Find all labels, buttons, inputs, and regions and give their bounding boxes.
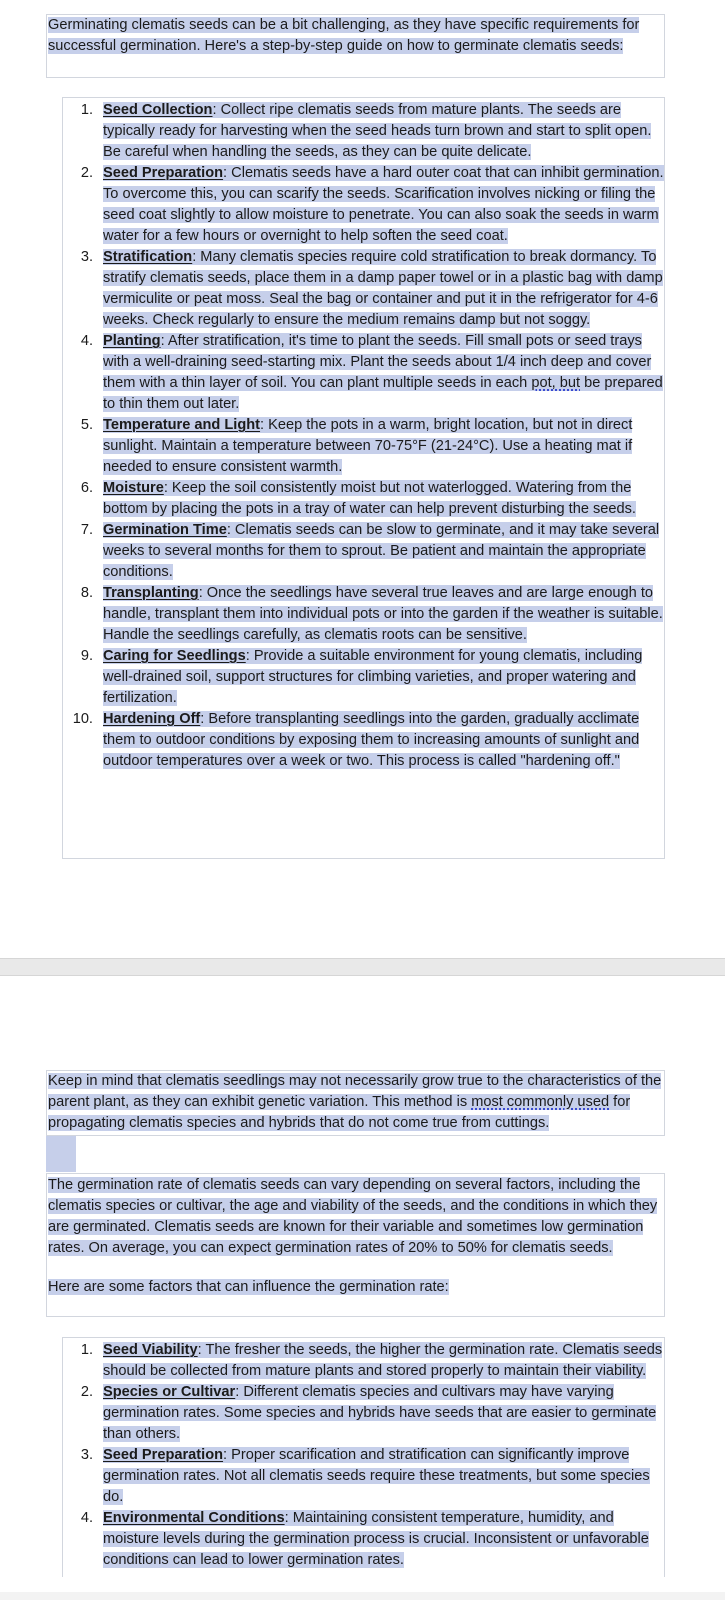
factor-text: : The fresher the seeds, the higher the germination rate. Clematis seeds should be collected from mature plants and stored properly to maintain their viability. [103, 1342, 663, 1379]
step-text: be prepared to thin them out later. [103, 375, 663, 412]
steps-list-box[interactable] [62, 97, 665, 859]
list-item[interactable] [71, 331, 664, 415]
list-item[interactable] [71, 709, 664, 772]
list-number: 7. [80, 522, 93, 538]
list-number: 10. [72, 711, 93, 727]
step-term: Germination Time [103, 522, 227, 538]
list-number: 2. [80, 1384, 93, 1400]
list-item[interactable] [71, 247, 664, 331]
step-text: : Provide a suitable environment for young clematis, including well-drained soil, support structures for climbing varieties, and proper watering and fertilization. [103, 648, 643, 706]
keep-in-mind-box[interactable] [46, 1070, 665, 1136]
germination-steps-list [71, 100, 664, 772]
list-item[interactable] [71, 1445, 664, 1508]
window-bottom-edge [0, 1592, 725, 1600]
keep-in-mind-paragraph[interactable] [47, 1071, 664, 1134]
step-text: : Clematis seeds can be slow to germinate, and it may take several weeks to several months for them to sprout. Be patient and maintain the appropriate conditions. [103, 522, 660, 580]
page-break [0, 958, 725, 976]
keep-in-mind-text: for propagating clematis species and hybrids that do not come true from cuttings. [48, 1094, 631, 1131]
factor-term: Environmental Conditions [103, 1510, 285, 1526]
document-page-2 [0, 976, 725, 1600]
list-item[interactable] [71, 1382, 664, 1445]
list-number: 4. [80, 333, 93, 349]
list-item[interactable] [71, 478, 664, 520]
factors-list-box[interactable] [62, 1337, 665, 1577]
factors-intro-text: Here are some factors that can influence the germination rate: [48, 1279, 449, 1295]
list-item[interactable] [71, 520, 664, 583]
intro-text: Germinating clematis seeds can be a bit challenging, as they have specific requirements for successful germination. Here's a step-by-step guide on how to germinate clematis seeds: [48, 17, 640, 54]
list-number: 4. [80, 1510, 93, 1526]
list-number: 2. [80, 165, 93, 181]
rate-paragraph[interactable] [47, 1175, 664, 1259]
factor-text: : Different clematis species and cultivars may have varying germination rates. Some species and hybrids have seeds that are easier to germinate than others. [103, 1384, 657, 1442]
list-number: 9. [80, 648, 93, 664]
step-term: Hardening Off [103, 711, 201, 727]
list-number: 6. [80, 480, 93, 496]
factor-term: Seed Preparation [103, 1447, 224, 1463]
step-term: Transplanting [103, 585, 199, 601]
list-item[interactable] [71, 646, 664, 709]
list-item[interactable] [71, 1340, 664, 1382]
step-term: Seed Preparation [103, 165, 224, 181]
grammar-flag[interactable]: pot, but [531, 375, 581, 391]
step-text: : Collect ripe clematis seeds from mature plants. The seeds are typically ready for harvesting when the seed heads turn brown and start to split open. Be careful when handling the seeds, as they can be quite delicate. [103, 102, 652, 160]
grammar-flag[interactable]: most commonly used [471, 1094, 610, 1110]
list-number: 8. [80, 585, 93, 601]
list-item[interactable] [71, 1508, 664, 1571]
list-item[interactable] [71, 100, 664, 163]
list-number: 3. [80, 1447, 93, 1463]
factor-text: : Maintaining consistent temperature, humidity, and moisture levels during the germination process is crucial. Inconsistent or unfavorable conditions can lead to lower germination rates. [103, 1510, 649, 1568]
step-term: Seed Collection [103, 102, 213, 118]
step-text: : After stratification, it's time to plant the seeds. Fill small pots or seed trays with a well-draining seed-starting mix. Plant the seeds about 1/4 inch deep and cover them with a thin layer of soil. You can plant multiple seeds in each [103, 333, 652, 391]
list-item[interactable] [71, 415, 664, 478]
step-text: : Keep the pots in a warm, bright location, but not in direct sunlight. Maintain a temperature between 70-75°F (21-24°C). Use a heating mat if needed to ensure consistent warmth. [103, 417, 633, 475]
factor-term: Seed Viability [103, 1342, 198, 1358]
factor-term: Species or Cultivar [103, 1384, 236, 1400]
rate-text: The germination rate of clematis seeds can vary depending on several factors, including the clematis species or cultivar, the age and viability of the seeds, and the conditions in which they are germinated. Clematis seeds are known for their variable and sometimes low germination rates. On average, you can expect germination rates of 20% to 50% for clematis seeds. [48, 1177, 658, 1256]
step-term: Temperature and Light [103, 417, 261, 433]
step-text: : Once the seedlings have several true leaves and are large enough to handle, transplant them into individual pots or into the garden if the weather is suitable. Handle the seedlings carefully, as clematis roots can be sensitive. [103, 585, 663, 643]
factors-intro-paragraph[interactable] [47, 1277, 664, 1298]
list-number: 5. [80, 417, 93, 433]
list-number: 1. [80, 102, 93, 118]
step-term: Moisture [103, 480, 164, 496]
step-text: : Before transplanting seedlings into the garden, gradually acclimate them to outdoor conditions by exposing them to increasing amounts of sunlight and outdoor temperatures over a week or two. This process is called "hardening off." [103, 711, 640, 769]
empty-paragraph[interactable] [46, 1136, 76, 1172]
intro-paragraph-box[interactable] [46, 14, 665, 78]
list-item[interactable] [71, 163, 664, 247]
step-term: Stratification [103, 249, 193, 265]
factor-text: : Proper scarification and stratification can significantly improve germination rates. Not all clematis seeds require these treatments, but some species do. [103, 1447, 650, 1505]
list-item[interactable] [71, 583, 664, 646]
factors-list [71, 1340, 664, 1571]
intro-paragraph[interactable] [47, 15, 664, 57]
step-text: : Clematis seeds have a hard outer coat that can inhibit germination. To overcome this, you can scarify the seeds. Scarification involves nicking or filing the seed coat slightly to allow moisture to penetrate. You can also soak the seeds in warm water for a few hours or overnight to help soften the seed coat. [103, 165, 664, 244]
list-number: 1. [80, 1342, 93, 1358]
list-number: 3. [80, 249, 93, 265]
step-term: Planting [103, 333, 161, 349]
keep-in-mind-text: Keep in mind that clematis seedlings may not necessarily grow true to the characteristics of the parent plant, as they can exhibit genetic variation. This method is [48, 1073, 662, 1110]
step-text: : Many clematis species require cold stratification to break dormancy. To stratify clematis seeds, place them in a damp paper towel or in a plastic bag with damp vermiculite or peat moss. Seal the bag or container and put it in the refrigerator for 4-6 weeks. Check regularly to ensure the medium remains damp but not soggy. [103, 249, 663, 328]
step-text: : Keep the soil consistently moist but not waterlogged. Watering from the bottom by placing the pots in a tray of water can help prevent disturbing the seeds. [103, 480, 636, 517]
step-term: Caring for Seedlings [103, 648, 246, 664]
rate-paragraph-box[interactable] [46, 1173, 665, 1317]
